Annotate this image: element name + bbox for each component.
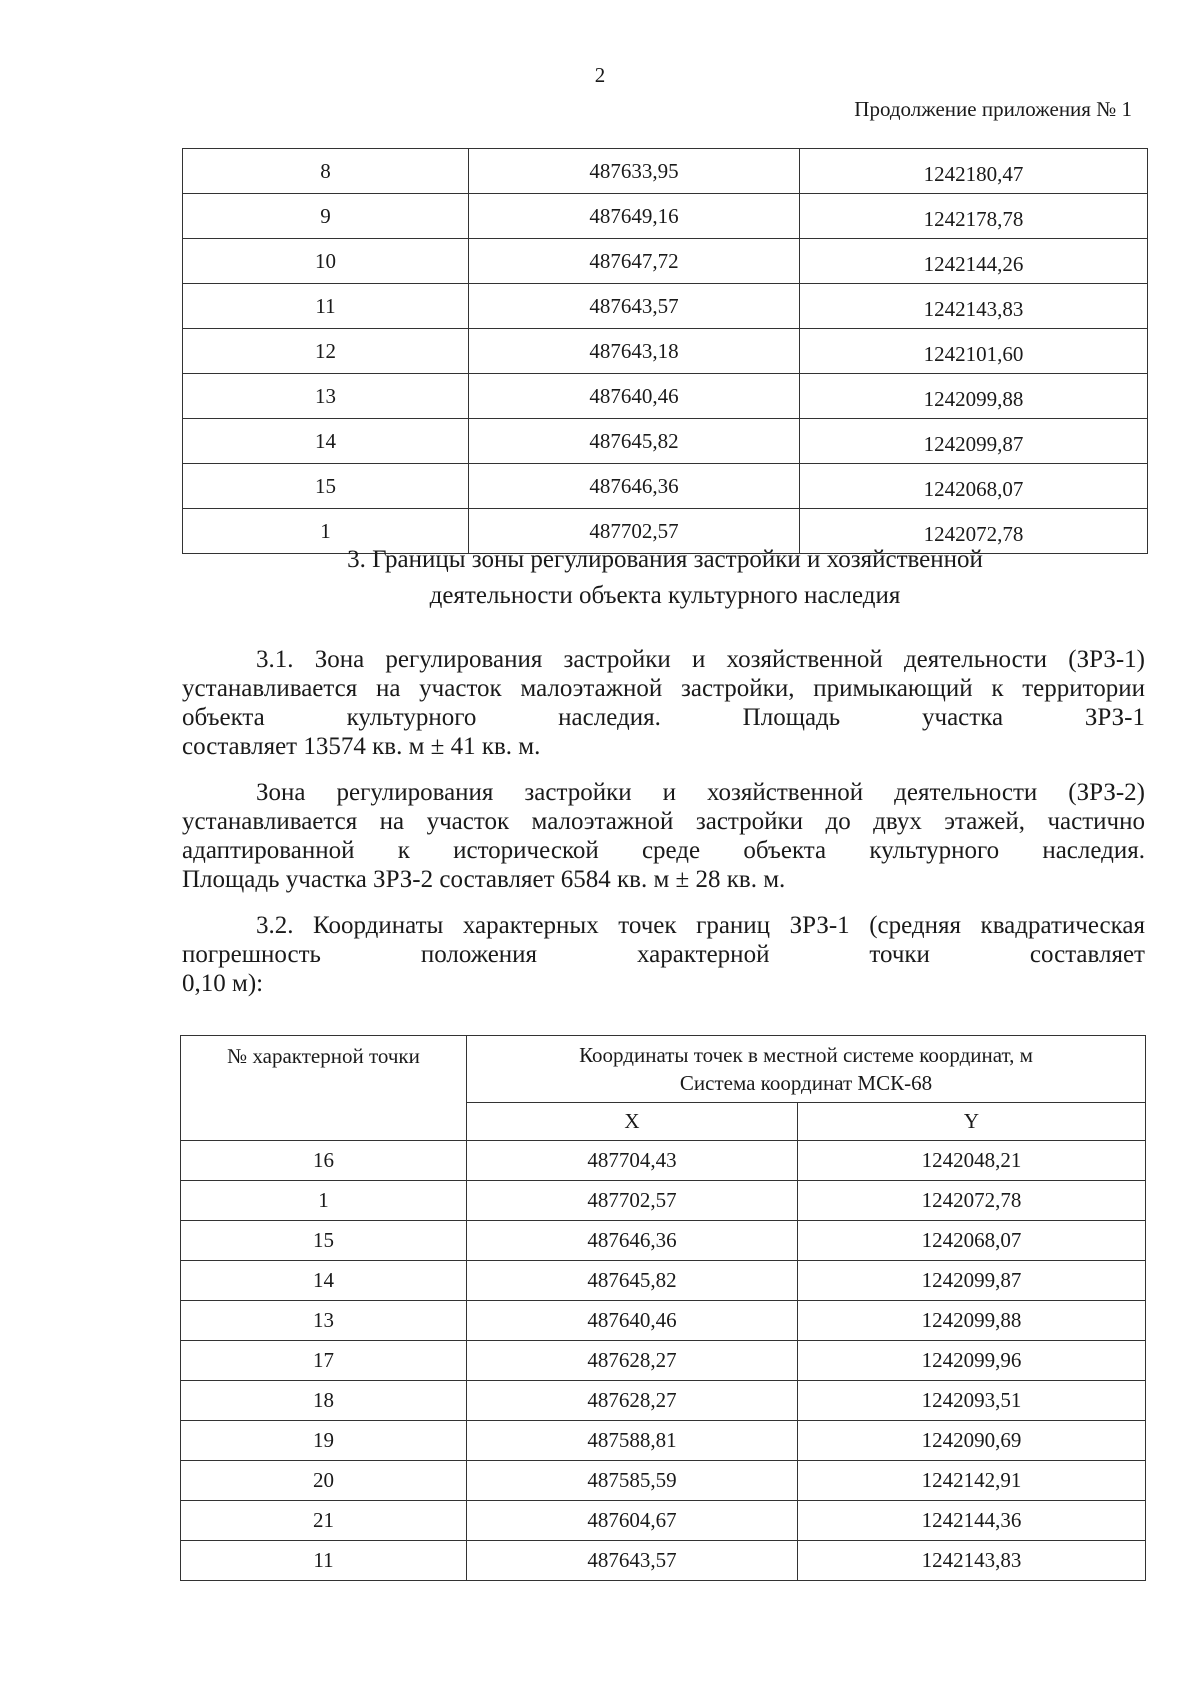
y-coordinate-cell: 1242099,87 — [798, 1261, 1146, 1301]
point-number-cell: 20 — [181, 1461, 467, 1501]
point-number-cell: 11 — [181, 1541, 467, 1581]
x-coordinate-cell: 487649,16 — [469, 194, 800, 239]
paragraph-3-2-last-line: 0,10 м): — [182, 970, 264, 997]
table-row — [183, 419, 1148, 464]
paragraph-3-1-last-line: составляет 13574 кв. м ± 41 кв. м. — [182, 733, 541, 760]
y-coordinate-cell: 1242072,78 — [800, 509, 1148, 554]
x-coordinate-cell: 487640,46 — [467, 1301, 798, 1341]
table-row — [183, 284, 1148, 329]
y-coordinate-cell: 1242178,78 — [800, 194, 1148, 239]
point-number-cell: 13 — [181, 1301, 467, 1341]
page-number: 2 — [594, 63, 606, 87]
x-coordinate-cell: 487643,57 — [469, 284, 800, 329]
zrz1-coordinates-table — [180, 1035, 1146, 1581]
table-row — [183, 239, 1148, 284]
point-number-cell: 11 — [183, 284, 469, 329]
table-row — [183, 329, 1148, 374]
point-number-cell: 17 — [181, 1341, 467, 1381]
x-coordinate-cell: 487702,57 — [469, 509, 800, 554]
header-point-number: № характерной точки — [181, 1036, 467, 1141]
y-coordinate-cell: 1242099,88 — [800, 374, 1148, 419]
section-heading-line1: 3. Границы зоны регулирования застройки и хозяйственной — [347, 546, 983, 573]
paragraph-3-2 — [182, 911, 1145, 998]
y-coordinate-cell: 1242099,87 — [800, 419, 1148, 464]
y-coordinate-cell: 1242099,88 — [798, 1301, 1146, 1341]
y-coordinate-cell: 1242048,21 — [798, 1141, 1146, 1181]
point-number-cell: 16 — [181, 1141, 467, 1181]
x-coordinate-cell: 487645,82 — [467, 1261, 798, 1301]
y-coordinate-cell: 1242143,83 — [800, 284, 1148, 329]
x-coordinate-cell: 487646,36 — [469, 464, 800, 509]
y-coordinate-cell: 1242180,47 — [800, 149, 1148, 194]
table-row — [183, 374, 1148, 419]
point-number-cell: 18 — [181, 1381, 467, 1421]
header-x: X — [467, 1102, 798, 1140]
y-coordinate-cell: 1242068,07 — [800, 464, 1148, 509]
x-coordinate-cell: 487702,57 — [467, 1181, 798, 1221]
point-number-cell: 14 — [183, 419, 469, 464]
annex-note: Продолжение приложения № 1 — [854, 97, 1132, 121]
paragraph-3-1 — [182, 645, 1145, 761]
y-coordinate-cell: 1242144,36 — [798, 1501, 1146, 1541]
point-number-cell: 9 — [183, 194, 469, 239]
y-coordinate-cell: 1242090,69 — [798, 1421, 1146, 1461]
y-coordinate-cell: 1242143,83 — [798, 1541, 1146, 1581]
table-row — [183, 194, 1148, 239]
x-coordinate-cell: 487704,43 — [467, 1141, 798, 1181]
y-coordinate-cell: 1242099,96 — [798, 1341, 1146, 1381]
x-coordinate-cell: 487640,46 — [469, 374, 800, 419]
table-row — [181, 1421, 1146, 1461]
point-number-cell: 19 — [181, 1421, 467, 1461]
table-row — [181, 1461, 1146, 1501]
table-row — [181, 1301, 1146, 1341]
y-coordinate-cell: 1242101,60 — [800, 329, 1148, 374]
paragraph-zrz2-body: Зона регулирования застройки и хозяйственной деятельности (ЗРЗ-2) устанавливается на участок малоэтажной застройки до двух этажей, частично адаптированной к исторической среде объекта культурного наследия. — [182, 779, 1145, 864]
point-number-cell: 13 — [183, 374, 469, 419]
table-row — [181, 1341, 1146, 1381]
table2-body — [181, 1141, 1146, 1581]
x-coordinate-cell: 487643,18 — [469, 329, 800, 374]
paragraph-zrz2 — [182, 778, 1145, 894]
point-number-cell: 15 — [183, 464, 469, 509]
point-number-cell: 14 — [181, 1261, 467, 1301]
header-coordinates-line1: Координаты точек в местной системе координат, м — [579, 1042, 1033, 1067]
x-coordinate-cell: 487643,57 — [467, 1541, 798, 1581]
point-number-cell: 1 — [181, 1181, 467, 1221]
x-coordinate-cell: 487646,36 — [467, 1221, 798, 1261]
table-row — [181, 1381, 1146, 1421]
x-coordinate-cell: 487588,81 — [467, 1421, 798, 1461]
point-number-cell: 15 — [181, 1221, 467, 1261]
table-row — [181, 1501, 1146, 1541]
point-number-cell: 8 — [183, 149, 469, 194]
point-number-cell: 21 — [181, 1501, 467, 1541]
table2-header — [181, 1036, 1146, 1141]
table-row — [181, 1221, 1146, 1261]
table-row — [183, 149, 1148, 194]
x-coordinate-cell: 487585,59 — [467, 1461, 798, 1501]
point-number-cell: 1 — [183, 509, 469, 554]
section-heading — [182, 542, 1148, 614]
table-row — [181, 1541, 1146, 1581]
x-coordinate-cell: 487628,27 — [467, 1341, 798, 1381]
table-row — [181, 1261, 1146, 1301]
section-heading-line2: деятельности объекта культурного наследия — [429, 582, 901, 609]
x-coordinate-cell: 487628,27 — [467, 1381, 798, 1421]
paragraph-3-1-body: 3.1. Зона регулирования застройки и хозяйственной деятельности (ЗРЗ-1) устанавливается на участок малоэтажной застройки, примыкающий к территории объекта культурного наследия. Площадь участка ЗРЗ-1 — [182, 646, 1145, 731]
table1-body — [183, 149, 1148, 554]
x-coordinate-cell: 487645,82 — [469, 419, 800, 464]
x-coordinate-cell: 487604,67 — [467, 1501, 798, 1541]
point-number-cell: 12 — [183, 329, 469, 374]
coordinates-table-continued — [182, 148, 1148, 554]
table-row — [183, 464, 1148, 509]
y-coordinate-cell: 1242093,51 — [798, 1381, 1146, 1421]
paragraph-zrz2-last-line: Площадь участка ЗРЗ-2 составляет 6584 кв. м ± 28 кв. м. — [182, 866, 786, 893]
y-coordinate-cell: 1242068,07 — [798, 1221, 1146, 1261]
y-coordinate-cell: 1242142,91 — [798, 1461, 1146, 1501]
x-coordinate-cell: 487647,72 — [469, 239, 800, 284]
paragraph-3-2-body: 3.2. Координаты характерных точек границ ЗРЗ-1 (средняя квадратическая погрешность положения характерной точки составляет — [182, 912, 1145, 968]
y-coordinate-cell: 1242072,78 — [798, 1181, 1146, 1221]
table-row — [181, 1181, 1146, 1221]
header-y: Y — [798, 1102, 1146, 1140]
y-coordinate-cell: 1242144,26 — [800, 239, 1148, 284]
header-coordinates — [467, 1036, 1146, 1103]
x-coordinate-cell: 487633,95 — [469, 149, 800, 194]
table-row — [181, 1141, 1146, 1181]
point-number-cell: 10 — [183, 239, 469, 284]
header-coordinates-line2: Система координат МСК-68 — [679, 1070, 933, 1095]
